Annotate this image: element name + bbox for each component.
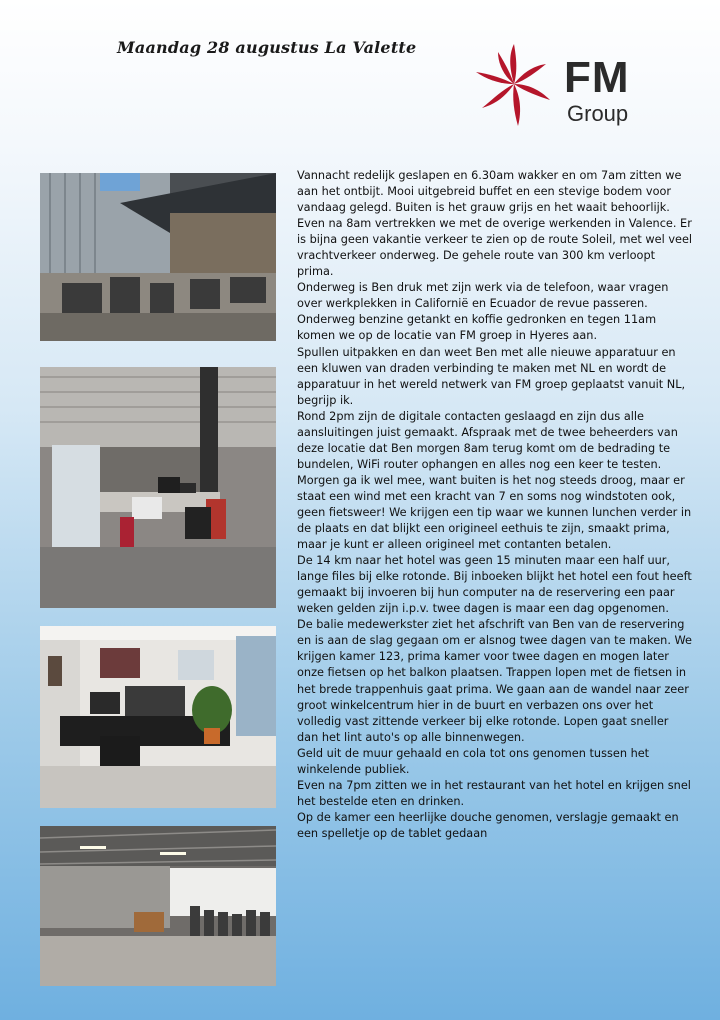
story-paragraph: De balie medewerkster ziet het afschrift van Ben van de reservering en is aan de slag gegaan om er alsnog twee dagen van te maken. We krijgen kamer 123, prima kamer voor twee dagen en mogen later onze fietsen op het balkon plaatsen. Trappen lopen met de fietsen in het brede trappenhuis gaat prima. We gaan aan de wandel naar zeer groot winkelcentrum hier in de buurt en verbazen ons over het volledig vast zittende verkeer bij elke rotonde. Lopen gaat sneller dan het lint auto's op alle binnenwegen. xyxy=(297,618,692,744)
story-paragraph: Morgen ga ik wel mee, want buiten is het nog steeds droog, maar er staat een wind met een kracht van 7 en soms nog windstoten ook, geen fietsweer! We krijgen een tip waar we kunnen lunchen verder in de plaats en dat blijkt een origineel eethuis te zijn, smaakt prima, maar je kunt er alleen origineel met contanten betalen. xyxy=(297,473,692,552)
warehouse-hall-photo xyxy=(40,826,276,986)
fm-burst-logo-icon xyxy=(470,40,558,132)
story-paragraph: Spullen uitpakken en dan weet Ben met alle nieuwe apparatuur en een kluwen van draden verbinding te maken met NL en wordt de apparatuur in het wereld netwerk van FM groep geplaatst vanuit NL, begrijp ik. xyxy=(297,345,686,407)
office-desks-photo xyxy=(40,626,276,808)
logo-subtitle: Group xyxy=(567,101,629,126)
fm-group-logo xyxy=(470,40,650,132)
story-paragraph: De 14 km naar het hotel was geen 15 minuten maar een half uur, lange files bij elke rotonde. Bij inboeken blijkt het hotel een fout heeft gemaakt bij invoeren bij hun computer na de reservering een paar weken gelden zijn i.p.v. twee dagen is maar een dag opgenomen. xyxy=(297,554,692,616)
page-title: Maandag 28 augustus La Valette xyxy=(117,38,417,57)
story-paragraph: Rond 2pm zijn de digitale contacten geslaagd en zijn dus alle aansluitingen juist gemaakt. Afspraak met de twee beheerders van deze locatie dat Ben morgen 8am terug komt om de bedrading te bundelen, WiFi router ophangen en alles nog een keer te testen. xyxy=(297,409,678,471)
story-paragraph: Op de kamer een heerlijke douche genomen, verslagje gemaakt en een spelletje op de tablet gedaan xyxy=(297,810,679,840)
story-paragraph: Onderweg is Ben druk met zijn werk via de telefoon, waar vragen over werkplekken in Californië en Ecuador de revue passeren. Onderweg benzine getankt en koffie gedronken en tegen 11am komen we op de locatie van FM groep in Hyeres aan. xyxy=(297,281,669,343)
story-paragraph: Vannacht redelijk geslapen en 6.30am wakker en om 7am zitten we aan het ontbijt. Mooi uitgebreid buffet en een stevige bodem voor vandaag gelegd. Buiten is het grauw grijs en het waait behoorlijk. Even na 8am vertrekken we met de overige werkenden in Valence. Er is bijna geen vakantie verkeer te zien op de route Soleil, met wel veel vrachtverkeer onderweg. De gehele route van 300 km verloopt prima. xyxy=(297,169,693,279)
logo-wordmark: FM xyxy=(564,53,630,102)
travel-diary-text xyxy=(297,168,693,842)
story-paragraph: Even na 7pm zitten we in het restaurant van het hotel en krijgen snel het bestelde eten en drinken. xyxy=(297,778,691,808)
office-warehouse-interior-photo xyxy=(40,367,276,608)
warehouse-entrance-photo xyxy=(40,173,276,341)
story-paragraph: Geld uit de muur gehaald en cola tot ons genomen tussen het winkelende publiek. xyxy=(297,746,650,776)
